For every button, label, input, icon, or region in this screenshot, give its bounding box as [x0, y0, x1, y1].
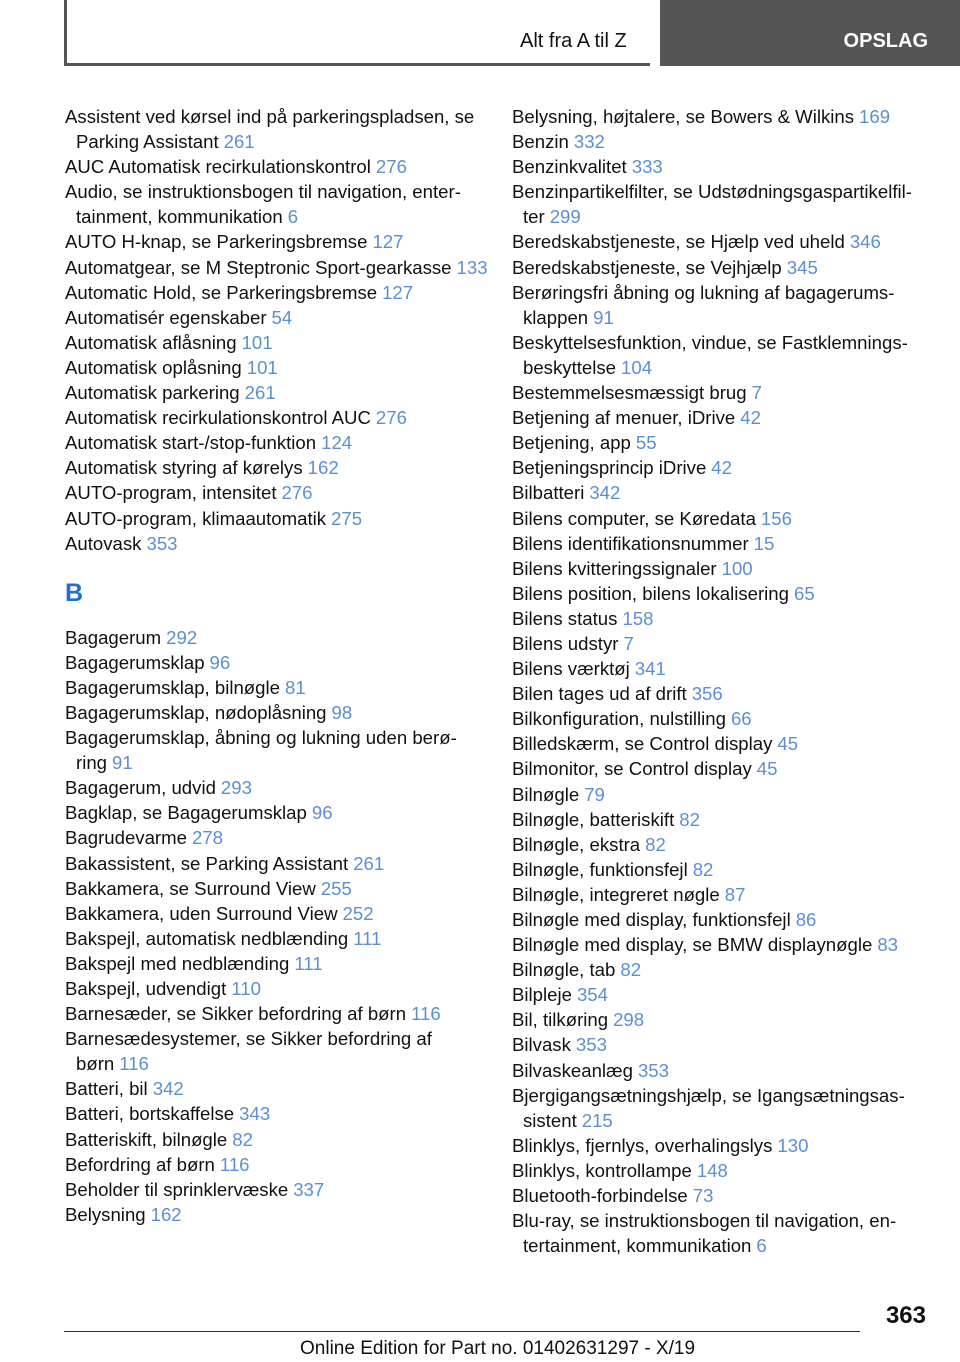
index-entry — [512, 631, 932, 656]
page-reference-link[interactable]: 91 — [593, 306, 614, 328]
header-bottom-rule — [64, 63, 650, 66]
page-reference-link[interactable]: 15 — [753, 532, 775, 554]
index-entry — [512, 606, 932, 631]
index-entry-text: Bilnøgle, batteriskift — [512, 808, 675, 830]
index-entry-text: Beredskabstjeneste, se Vejhjælp — [512, 256, 782, 278]
page-reference-link[interactable]: 55 — [635, 432, 657, 454]
index-entry-text: Barnesæder, se Sikker befordring af børn — [65, 1003, 407, 1025]
index-entry-text: Bilbatteri — [512, 482, 585, 504]
index-entry — [512, 957, 932, 982]
index-entry-text: Betjeningsprincip iDrive — [512, 457, 707, 479]
index-entry-text: Blinklys, kontrollampe — [512, 1159, 692, 1181]
page-reference-link[interactable]: 45 — [756, 758, 778, 780]
page-reference-link[interactable]: 101 — [246, 356, 278, 378]
index-entry — [512, 229, 932, 254]
page-reference-link[interactable]: 333 — [631, 156, 663, 178]
index-entry-text: Betjening, app — [512, 432, 631, 454]
index-entry-text: Bakspejl med nedblænding — [65, 952, 290, 974]
index-entry-text: Automatgear, se M Steptronic Sport-gearkasse — [65, 256, 452, 278]
index-entry — [512, 154, 932, 179]
index-entry — [512, 882, 932, 907]
index-entry — [512, 656, 932, 681]
index-entry-text: Bilnøgle, funktionsfejl — [512, 858, 688, 880]
index-entry-text: Bagagerum — [65, 626, 162, 648]
index-entry — [512, 982, 932, 1007]
index-entry — [65, 430, 495, 455]
index-entry — [65, 700, 495, 725]
page-reference-link[interactable]: 215 — [581, 1109, 613, 1131]
index-entry — [512, 255, 932, 280]
index-entry — [65, 455, 495, 480]
page-reference-link[interactable]: 156 — [760, 507, 792, 529]
index-entry-text: Bilens identifikationsnummer — [512, 532, 749, 554]
page-reference-link[interactable]: 110 — [231, 978, 261, 999]
index-entry-text: Bilnøgle med display, se BMW displaynøgle — [512, 934, 873, 956]
index-entry — [512, 480, 932, 505]
index-entry-text: Befordring af børn — [65, 1153, 215, 1175]
page-reference-link[interactable]: 116 — [119, 1053, 149, 1075]
index-entry — [65, 280, 495, 305]
page-reference-link[interactable]: 6 — [756, 1235, 767, 1257]
index-entry-text: Berøringsfri åbning og lukning af bagagerumsklappen — [512, 281, 895, 328]
index-entry — [65, 1177, 495, 1202]
page-reference-link[interactable]: 54 — [271, 306, 293, 328]
index-entry-text: Automatisér egenskaber — [65, 306, 267, 328]
index-entry — [512, 756, 932, 781]
index-entry — [65, 305, 495, 330]
index-entry — [65, 1127, 495, 1152]
index-entry-text: Bakspejl, automatisk nedblænding — [65, 927, 349, 949]
index-entry-text: Bilens position, bilens lokalisering — [512, 582, 789, 604]
index-entry-text: Bilens kvitteringssignaler — [512, 557, 717, 579]
page-reference-link[interactable]: 91 — [112, 752, 133, 774]
page-reference-link[interactable]: 82 — [620, 959, 642, 981]
page-reference-link[interactable]: 124 — [321, 432, 353, 454]
index-entry-text: Automatisk start-/stop-funktion — [65, 432, 317, 454]
page-reference-link[interactable]: 101 — [241, 331, 273, 353]
index-entry-text: Barnesædesystemer, se Sikker befordring af børn — [65, 1028, 432, 1075]
section-tab — [660, 0, 960, 66]
index-entry-text: Bilnøgle, ekstra — [512, 833, 641, 855]
page-reference-link[interactable]: 292 — [166, 626, 198, 648]
page-reference-link[interactable]: 81 — [284, 676, 306, 698]
page-reference-link[interactable]: 45 — [777, 733, 799, 755]
page-reference-link[interactable]: 278 — [191, 827, 223, 849]
page-reference-link[interactable]: 96 — [209, 651, 231, 673]
index-entry-text: Bestemmelsesmæssigt brug — [512, 382, 747, 404]
index-entry-text: Automatisk oplåsning — [65, 356, 242, 378]
index-entry-text: Billedskærm, se Control display — [512, 733, 773, 755]
index-entry-text: Blinklys, fjernlys, overhalingslys — [512, 1134, 773, 1156]
index-entry-text: Bilnøgle — [512, 783, 580, 805]
index-entry — [512, 405, 932, 430]
index-entry — [65, 851, 495, 876]
page-reference-link[interactable]: 276 — [375, 156, 407, 178]
index-entry-text: Automatisk parkering — [65, 382, 240, 404]
page-reference-link[interactable]: 82 — [232, 1128, 253, 1150]
index-entry-text: Bilens værktøj — [512, 658, 630, 680]
page-reference-link[interactable]: 7 — [751, 382, 762, 404]
index-entry — [65, 1076, 495, 1101]
page-reference-link[interactable]: 332 — [573, 131, 605, 153]
index-entry — [512, 280, 932, 330]
index-entry-text: AUTO H-knap, se Parkeringsbremse — [65, 231, 368, 253]
page-reference-link[interactable]: 83 — [877, 934, 898, 956]
index-entry — [512, 581, 932, 606]
index-entry-text: Beredskabstjeneste, se Hjælp ved uheld — [512, 231, 845, 253]
index-letter-heading: B — [65, 578, 84, 607]
index-entry-text: Bilmonitor, se Control display — [512, 758, 752, 780]
page-reference-link[interactable]: 42 — [740, 407, 761, 429]
page-reference-link[interactable]: 255 — [320, 877, 352, 899]
index-entry — [512, 455, 932, 480]
page-reference-link[interactable]: 342 — [152, 1078, 184, 1100]
index-entry-text: Bilens computer, se Køredata — [512, 507, 756, 529]
index-entry-text: Benzin — [512, 131, 569, 153]
page-reference-link[interactable]: 353 — [146, 532, 178, 554]
index-group-a — [65, 104, 495, 556]
index-entry-text: Bilens udstyr — [512, 632, 619, 654]
page-reference-link[interactable]: 127 — [382, 281, 414, 303]
page-reference-link[interactable]: 261 — [353, 852, 385, 874]
index-entry-text: Bilen tages ud af drift — [512, 683, 687, 705]
index-column-left — [65, 104, 495, 1227]
index-entry — [512, 832, 932, 857]
index-entry — [65, 675, 495, 700]
page-reference-link[interactable]: 353 — [575, 1034, 607, 1056]
index-entry-text: Bagagerum, udvid — [65, 777, 216, 799]
page-reference-link[interactable]: 299 — [549, 206, 581, 228]
index-entry — [512, 330, 932, 380]
page-reference-link[interactable]: 158 — [622, 607, 654, 629]
index-entry-text: Belysning — [65, 1203, 146, 1225]
page-reference-link[interactable]: 96 — [311, 802, 333, 824]
page-reference-link[interactable]: 252 — [342, 902, 374, 924]
index-entry-text: Automatic Hold, se Parkeringsbremse — [65, 281, 378, 303]
index-entry — [512, 907, 932, 932]
index-entry-text: Assistent ved kørsel ind på parkeringspladsen, se Parking Assistant — [65, 106, 475, 153]
page-number: 363 — [885, 1302, 926, 1329]
index-entry-text: Bagagerumsklap, åbning og lukning uden berøring — [65, 727, 457, 774]
page-reference-link[interactable]: 82 — [679, 808, 700, 830]
index-entry-text: AUTO-program, klimaautomatik — [65, 507, 327, 529]
page-reference-link[interactable]: 82 — [692, 858, 714, 880]
index-entry — [512, 1133, 932, 1158]
index-entry-text: Bil, tilkøring — [512, 1009, 609, 1031]
index-entry — [65, 725, 495, 775]
page-reference-link[interactable]: 65 — [794, 582, 815, 604]
index-entry-text: Bluetooth-forbindelse — [512, 1185, 688, 1207]
index-entry — [65, 825, 495, 850]
index-entry — [512, 380, 932, 405]
index-entry — [65, 876, 495, 901]
index-entry — [512, 731, 932, 756]
index-entry-text: Batteri, bil — [65, 1078, 148, 1100]
section-title: Alt fra A til Z — [520, 30, 627, 52]
index-entry-text: Batteri, bortskaffelse — [65, 1103, 235, 1125]
footer-edition: Online Edition for Part no. 01402631297 - X/19 — [300, 1338, 696, 1359]
header-left-rule — [64, 0, 67, 66]
index-entry — [65, 1202, 495, 1227]
index-entry — [65, 926, 495, 951]
index-entry-text: Bagrudevarme — [65, 827, 187, 849]
page-reference-link[interactable]: 116 — [219, 1153, 250, 1175]
index-entry — [65, 154, 495, 179]
index-entry — [512, 179, 932, 229]
page-reference-link[interactable]: 130 — [777, 1134, 809, 1156]
index-entry — [65, 1101, 495, 1126]
index-entry — [512, 1007, 932, 1032]
page-reference-link[interactable]: 276 — [281, 482, 313, 504]
page-reference-link[interactable]: 6 — [287, 206, 299, 228]
index-entry — [512, 1058, 932, 1083]
page-reference-link[interactable]: 342 — [589, 482, 621, 504]
page-reference-link[interactable]: 354 — [576, 984, 608, 1006]
index-entry-text: Bagagerumsklap, nødoplåsning — [65, 701, 327, 723]
index-entry — [512, 857, 932, 882]
page-reference-link[interactable]: 261 — [223, 131, 255, 153]
index-entry — [512, 129, 932, 154]
index-entry-text: Bilnøgle med display, funktionsfejl — [512, 909, 791, 930]
index-entry — [512, 1083, 932, 1133]
index-entry-text: Bakassistent, se Parking Assistant — [65, 852, 349, 874]
index-entry-text: Bagagerumsklap — [65, 651, 205, 673]
index-entry — [512, 1183, 932, 1208]
page-reference-link[interactable]: 345 — [786, 256, 818, 278]
index-entry-text: Bilpleje — [512, 984, 572, 1006]
index-entry-text: Bilens status — [512, 607, 618, 629]
index-entry-text: Beskyttelsesfunktion, vindue, se Fastklemningsbeskyttelse — [512, 331, 908, 378]
index-entry — [512, 807, 932, 832]
index-entry — [65, 531, 495, 556]
index-entry — [65, 625, 495, 650]
section-tab-label: OPSLAG — [843, 30, 928, 52]
index-entry-text: Beholder til sprinklervæske — [65, 1178, 289, 1200]
page-reference-link[interactable]: 7 — [623, 632, 634, 654]
index-entry — [512, 681, 932, 706]
page-reference-link[interactable]: 98 — [331, 701, 353, 723]
page-reference-link[interactable]: 42 — [711, 457, 732, 479]
page-reference-link[interactable]: 73 — [692, 1185, 714, 1207]
index-entry-text: Bjergigangsætningshjælp, se Igangsætningsassistent — [512, 1084, 905, 1131]
index-entry — [65, 650, 495, 675]
page-reference-link[interactable]: 87 — [724, 883, 746, 905]
index-entry — [512, 506, 932, 531]
index-entry-text: Batteriskift, bilnøgle — [65, 1128, 228, 1150]
index-entry — [65, 506, 495, 531]
page-reference-link[interactable]: 169 — [859, 106, 891, 127]
page-reference-link[interactable]: 275 — [331, 507, 363, 529]
index-entry — [512, 1208, 932, 1258]
page-reference-link[interactable]: 100 — [721, 557, 753, 579]
index-entry-text: Automatisk aflåsning — [65, 331, 237, 353]
page-reference-link[interactable]: 148 — [696, 1159, 728, 1181]
index-entry — [65, 380, 495, 405]
index-entry-text: Automatisk styring af kørelys — [65, 457, 303, 479]
index-entry — [512, 706, 932, 731]
page-reference-link[interactable]: 104 — [621, 356, 653, 378]
index-entry — [65, 976, 495, 1001]
index-entry — [65, 1152, 495, 1177]
index-entry — [512, 104, 932, 129]
page-reference-link[interactable]: 261 — [244, 382, 276, 404]
index-entry-text: AUC Automatisk recirkulationskontrol — [65, 156, 371, 178]
index-entry — [512, 782, 932, 807]
index-entry — [65, 775, 495, 800]
page-reference-link[interactable]: 343 — [239, 1103, 271, 1125]
page-reference-link[interactable]: 337 — [293, 1178, 325, 1200]
page-reference-link[interactable]: 298 — [613, 1009, 645, 1031]
page-reference-link[interactable]: 111 — [294, 952, 323, 974]
index-entry-text: Benzinkvalitet — [512, 156, 627, 178]
index-entry — [65, 901, 495, 926]
index-entry-text: AUTO-program, intensitet — [65, 482, 277, 504]
index-entry-text: Belysning, højtalere, se Bowers & Wilkins — [512, 106, 855, 127]
index-entry — [65, 355, 495, 380]
index-column-right — [512, 104, 932, 1258]
page-reference-link[interactable]: 162 — [307, 457, 339, 479]
index-entry — [512, 531, 932, 556]
index-entry-text: Autovask — [65, 532, 142, 554]
index-entry-text: Bilkonfiguration, nulstilling — [512, 708, 726, 730]
footer-rule — [64, 1331, 860, 1332]
index-entry — [65, 405, 495, 430]
page-reference-link[interactable]: 353 — [637, 1059, 669, 1081]
page-reference-link[interactable]: 341 — [634, 658, 666, 680]
index-entry-text: Bilnøgle, integreret nøgle — [512, 883, 720, 905]
index-entry — [65, 800, 495, 825]
index-entry — [65, 1001, 495, 1026]
index-entry — [65, 255, 495, 280]
page-reference-link[interactable]: 82 — [645, 833, 666, 855]
index-entry-text: Automatisk recirkulationskontrol AUC — [65, 407, 371, 429]
index-entry — [65, 229, 495, 254]
index-entry — [65, 1026, 495, 1076]
index-entry-text: Bakkamera, uden Surround View — [65, 902, 338, 924]
page-reference-link[interactable]: 66 — [730, 708, 752, 730]
index-entry — [512, 556, 932, 581]
index-entry-text: Bakspejl, udvendigt — [65, 978, 227, 999]
index-entry — [512, 430, 932, 455]
index-entry — [65, 104, 495, 154]
page-reference-link[interactable]: 116 — [411, 1003, 441, 1025]
page-reference-link[interactable]: 162 — [150, 1203, 182, 1225]
index-entry-text: Bakkamera, se Surround View — [65, 877, 316, 899]
index-entry — [512, 932, 932, 957]
page-reference-link[interactable]: 133 — [456, 256, 488, 278]
index-entry — [65, 179, 495, 229]
index-entry-text: Betjening af menuer, iDrive — [512, 407, 736, 429]
index-entry-text: Bagagerumsklap, bilnøgle — [65, 676, 280, 698]
index-group-b-continued — [512, 104, 932, 1258]
index-entry — [65, 330, 495, 355]
index-entry-text: Bagklap, se Bagagerumsklap — [65, 802, 307, 824]
index-entry — [512, 1032, 932, 1057]
index-entry-text: Blu-ray, se instruktionsbogen til navigation, entertainment, kommunikation — [512, 1210, 897, 1257]
index-entry-text: Bilnøgle, tab — [512, 959, 616, 981]
page-reference-link[interactable]: 127 — [372, 231, 404, 253]
page-reference-link[interactable]: 276 — [375, 407, 407, 429]
page-reference-link[interactable]: 356 — [691, 683, 723, 705]
index-entry — [512, 1158, 932, 1183]
index-group-b — [65, 625, 495, 1227]
index-entry-text: Bilvaskeanlæg — [512, 1059, 633, 1081]
page-reference-link[interactable]: 79 — [584, 783, 605, 805]
index-entry — [65, 480, 495, 505]
index-entry-text: Bilvask — [512, 1034, 571, 1056]
page-reference-link[interactable]: 293 — [220, 777, 252, 799]
page-reference-link[interactable]: 346 — [849, 231, 881, 253]
index-entry-text: Benzinpartikelfilter, se Udstødningsgaspartikelfilter — [512, 181, 912, 228]
page-reference-link[interactable]: 111 — [353, 927, 382, 949]
index-entry-text: Audio, se instruktionsbogen til navigation, entertainment, kommunikation — [65, 181, 461, 228]
index-entry — [65, 951, 495, 976]
page-reference-link[interactable]: 86 — [795, 909, 817, 930]
